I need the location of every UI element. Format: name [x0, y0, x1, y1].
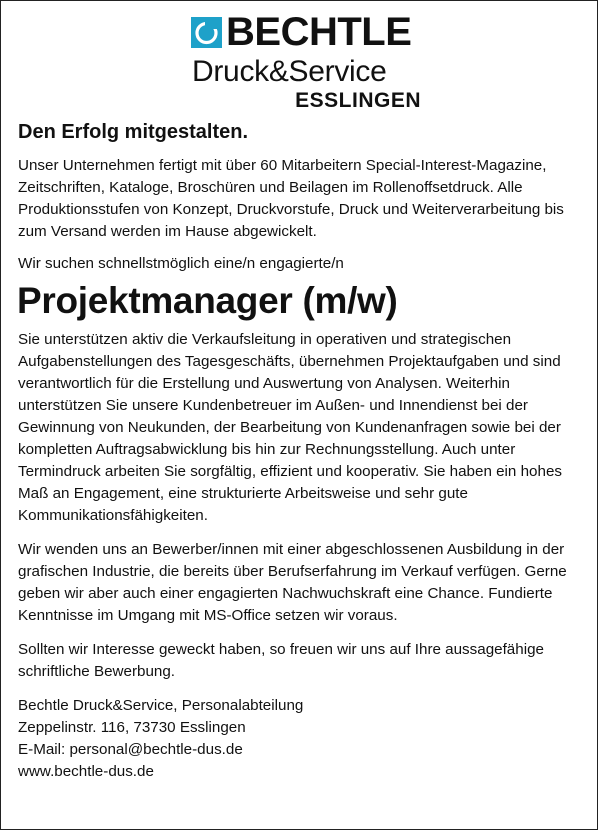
- bechtle-logo-icon: [191, 17, 222, 48]
- closing-paragraph: Sollten wir Interesse geweckt haben, so freuen wir uns auf Ihre aussagefähige schriftliche Bewerbung.: [18, 641, 544, 680]
- tasks-paragraph: Sie unterstützen aktiv die Verkaufsleitung in operativen und strategischen Aufgabenstellungen des Tagesgeschäfts, übernehmen Projektaufgaben und sind verantwortlich für die Erstellung und Auswertung von Analysen. Weiterhin unterstützen Sie unsere Kundenbetreuer im Außen- und Innendienst bei der Gewinnung von Neukunden, der Bearbeitung von Kundenanfragen sowie bei der kompletten Auftragsabwicklung bis hin zur Rechnungsstellung. Auch unter Termindruck arbeiten Sie sorgfältig, effizient und kooperativ. Sie haben ein hohes Maß an Engagement, eine strukturierte Arbeitsweise und sehr gute Kommunikationsfähigkeiten.: [18, 331, 562, 524]
- ad-content: [18, 119, 586, 783]
- intro-paragraph: Unser Unternehmen fertigt mit über 60 Mitarbeitern Special-Interest-Magazine, Zeitschriften, Kataloge, Broschüren und Beilagen im Rollenoffsetdruck. Alle Produktionsstufen von Konzept, Druckvorstufe, Druck und Weiterverarbeitung bis zum Versand werden im Hause abgewickelt.: [18, 157, 564, 240]
- contact-email: E-Mail: personal@bechtle-dus.de: [18, 741, 243, 758]
- requirements-paragraph: Wir wenden uns an Bewerber/innen mit einer abgeschlossenen Ausbildung in der grafischen Industrie, die bereits über Berufserfahrung im Verkauf verfügen. Gerne geben wir aber auch einer engagierten Nachwuchskraft eine Chance. Fundierte Kenntnisse im Umgang mit MS-Office setzen wir voraus.: [18, 541, 567, 624]
- logo-subtitle: Druck&Service: [192, 55, 387, 88]
- lead-text: Wir suchen schnellstmöglich eine/n engagierte/n: [18, 255, 344, 272]
- contact-address: Zeppelinstr. 116, 73730 Esslingen: [18, 719, 246, 736]
- contact-company: Bechtle Druck&Service, Personalabteilung: [18, 697, 304, 714]
- company-logo: [191, 10, 431, 115]
- contact-block: [18, 695, 586, 783]
- headline: Den Erfolg mitgestalten.: [18, 121, 249, 143]
- logo-city: ESSLINGEN: [295, 89, 421, 112]
- logo-wordmark: BECHTLE: [226, 10, 412, 54]
- contact-website: www.bechtle-dus.de: [18, 763, 154, 780]
- job-title: Projektmanager (m/w): [17, 280, 398, 321]
